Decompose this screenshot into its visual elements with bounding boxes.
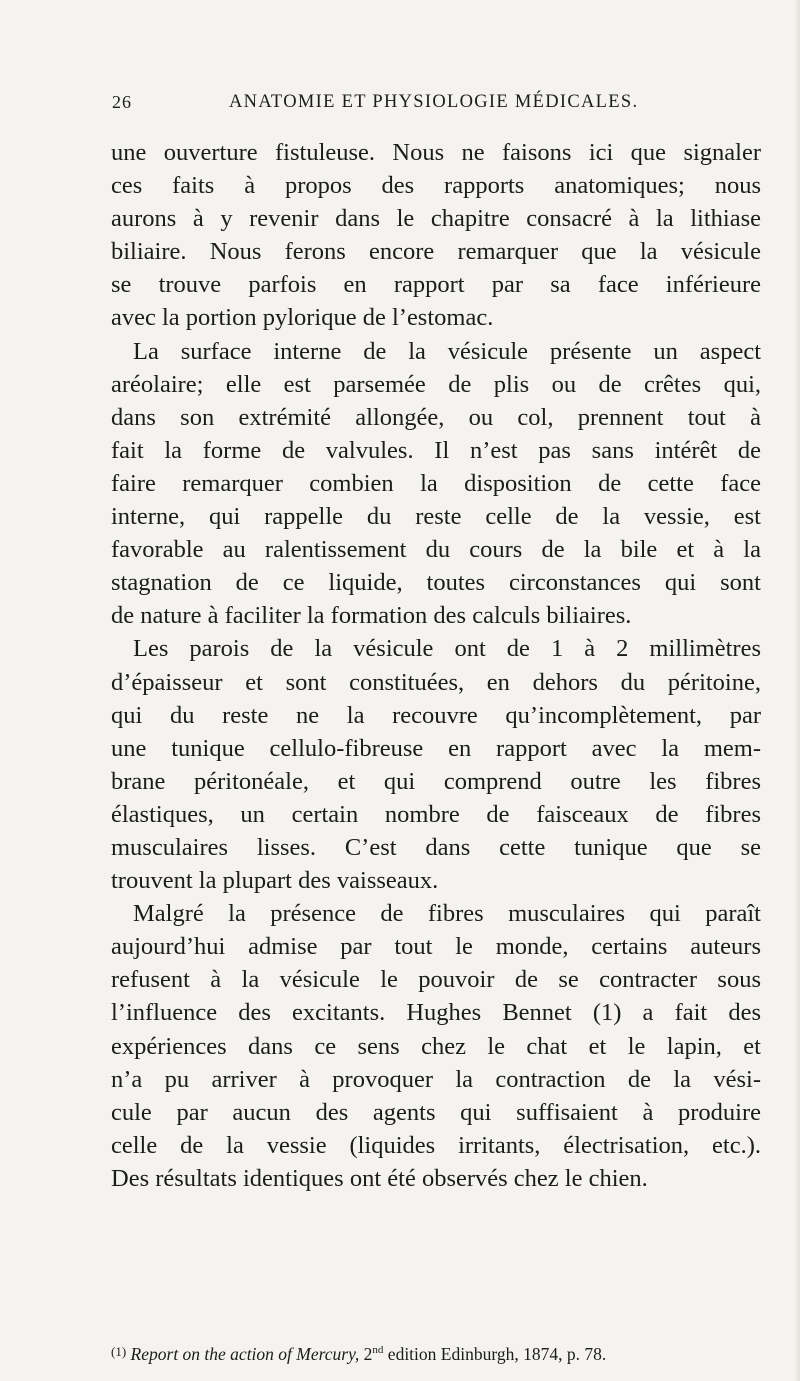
text-line: cule par aucun des agents qui suffisaient à produire — [111, 1098, 761, 1126]
text-line: brane péritonéale, et qui comprend outre les fibres — [111, 767, 761, 795]
text-line: favorable au ralentissement du cours de la bile et à la — [111, 536, 761, 564]
text-line: élastiques, un certain nombre de faisceaux de fibres — [111, 800, 761, 828]
text-line: trouvent la plupart des vaisseaux. — [111, 867, 439, 895]
footnote-edition-number: 2 — [363, 1343, 373, 1364]
body-text — [111, 136, 761, 1195]
text-line: fait la forme de valvules. Il n’est pas sans intérêt de — [111, 436, 761, 464]
footnote-marker: (1) — [111, 1343, 127, 1359]
text-line: ces faits à propos des rapports anatomiques; nous — [111, 172, 761, 200]
paragraph-start-line: La surface interne de la vésicule présente un aspect — [133, 337, 761, 365]
text-line: n’a pu arriver à provoquer la contraction de la vési- — [111, 1065, 761, 1093]
footnote-reference: edition Edinburgh, 1874, p. 78. — [383, 1343, 607, 1364]
paragraph-start-line: Malgré la présence de fibres musculaires qui paraît — [133, 900, 761, 928]
text-line: d’épaisseur et sont constituées, en dehors du péritoine, — [111, 668, 761, 696]
text-line: aréolaire; elle est parsemée de plis ou de crêtes qui, — [111, 370, 761, 398]
paragraph-start-line: Les parois de la vésicule ont de 1 à 2 millimètres — [133, 635, 761, 663]
text-line: stagnation de ce liquide, toutes circonstances qui sont — [111, 569, 761, 597]
text-line: Des résultats identiques ont été observés chez le chien. — [111, 1164, 648, 1192]
text-line: une tunique cellulo-fibreuse en rapport avec la mem- — [111, 734, 761, 762]
footnote — [111, 1338, 771, 1366]
text-line: refusent à la vésicule le pouvoir de se contracter sous — [111, 966, 761, 994]
text-line: faire remarquer combien la disposition de cette face — [111, 469, 761, 497]
text-line: expériences dans ce sens chez le chat et le lapin, et — [111, 1032, 761, 1060]
text-line: aurons à y revenir dans le chapitre consacré à la lithiase — [111, 205, 761, 233]
text-line: qui du reste ne la recouvre qu’incomplètement, par — [111, 701, 761, 729]
page-header — [112, 92, 760, 122]
page-edge-shadow — [794, 0, 800, 1381]
text-line: biliaire. Nous ferons encore remarquer que la vésicule — [111, 238, 761, 266]
text-line: l’influence des excitants. Hughes Bennet (1) a fait des — [111, 999, 761, 1027]
footnote-cited-title: Report on the action of Mercury, — [130, 1343, 360, 1364]
text-line: aujourd’hui admise par tout le monde, certains auteurs — [111, 933, 761, 961]
text-line: celle de la vessie (liquides irritants, électrisation, etc.). — [111, 1131, 761, 1159]
running-title: ANATOMIE ET PHYSIOLOGIE MÉDICALES. — [229, 92, 639, 112]
text-line: se trouve parfois en rapport par sa face inférieure — [111, 271, 761, 299]
text-line: une ouverture fistuleuse. Nous ne faisons ici que signaler — [111, 139, 761, 166]
text-line: de nature à faciliter la formation des calculs biliaires. — [111, 602, 632, 630]
text-line: musculaires lisses. C’est dans cette tunique que se — [111, 833, 761, 861]
text-line: dans son extrémité allongée, ou col, prennent tout à — [111, 403, 761, 431]
footnote-edition-suffix: nd — [372, 1344, 384, 1356]
page-number: 26 — [112, 92, 132, 112]
text-line: avec la portion pylorique de l’estomac. — [111, 304, 494, 332]
text-line: interne, qui rappelle du reste celle de la vessie, est — [111, 503, 761, 531]
